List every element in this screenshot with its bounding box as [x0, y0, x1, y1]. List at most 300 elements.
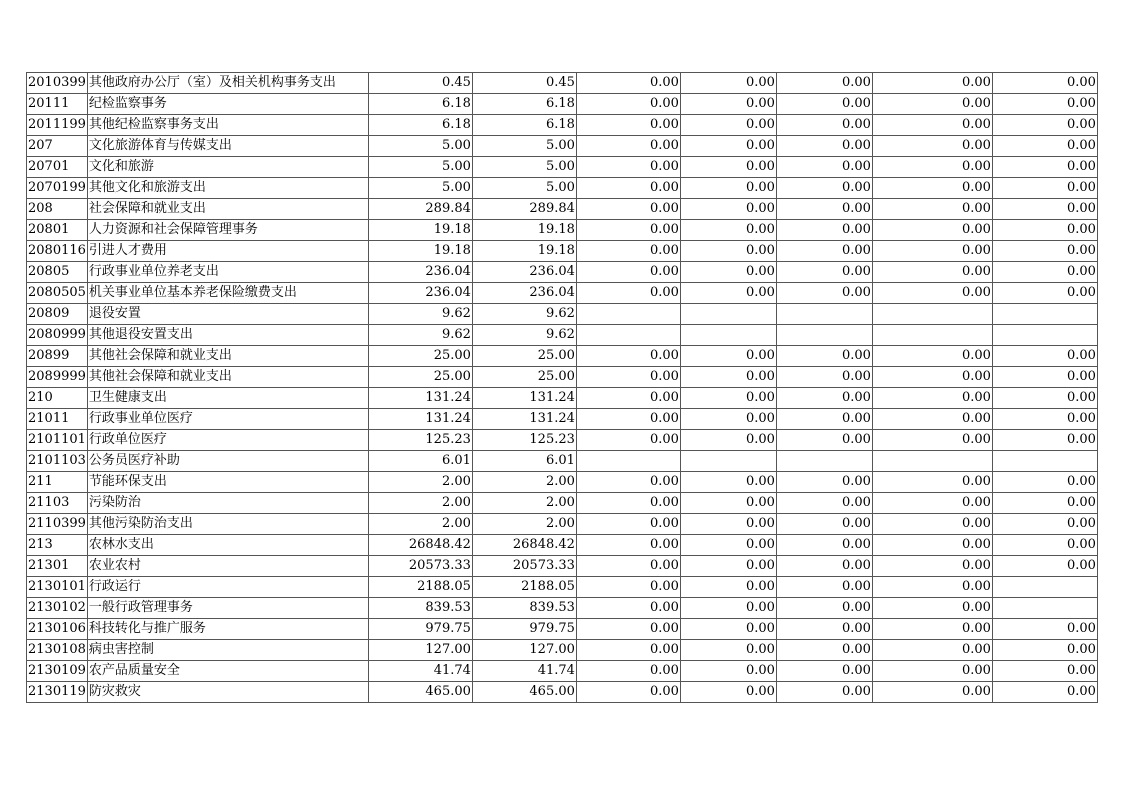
subject-name-cell: 农林水支出 [87, 535, 368, 556]
amount-cell: 2.00 [472, 493, 576, 514]
amount-cell: 6.18 [368, 94, 472, 115]
subject-code-cell: 207 [27, 136, 88, 157]
amount-cell: 0.00 [680, 241, 776, 262]
subject-code-cell: 2130108 [27, 640, 88, 661]
amount-cell: 6.18 [472, 115, 576, 136]
amount-cell: 0.00 [992, 199, 1097, 220]
amount-cell: 0.00 [576, 241, 680, 262]
amount-cell: 0.00 [576, 115, 680, 136]
amount-cell: 0.00 [992, 514, 1097, 535]
table-row [27, 514, 1098, 535]
amount-cell: 0.00 [992, 640, 1097, 661]
table-row [27, 73, 1098, 94]
table-row [27, 178, 1098, 199]
table-row [27, 619, 1098, 640]
amount-cell: 0.00 [680, 115, 776, 136]
table-row [27, 367, 1098, 388]
amount-cell: 5.00 [368, 178, 472, 199]
amount-cell: 25.00 [368, 367, 472, 388]
subject-code-cell: 21011 [27, 409, 88, 430]
table-row [27, 220, 1098, 241]
amount-cell: 20573.33 [368, 556, 472, 577]
amount-cell: 5.00 [472, 157, 576, 178]
subject-code-cell: 210 [27, 388, 88, 409]
amount-cell: 0.00 [680, 493, 776, 514]
amount-cell [872, 304, 992, 325]
amount-cell: 0.00 [776, 241, 872, 262]
amount-cell: 0.00 [776, 388, 872, 409]
amount-cell: 0.00 [872, 346, 992, 367]
amount-cell [776, 304, 872, 325]
subject-name-cell: 其他文化和旅游支出 [87, 178, 368, 199]
subject-code-cell: 2011199 [27, 115, 88, 136]
amount-cell: 0.00 [992, 661, 1097, 682]
subject-name-cell: 一般行政管理事务 [87, 598, 368, 619]
amount-cell: 0.00 [872, 640, 992, 661]
subject-name-cell: 引进人才费用 [87, 241, 368, 262]
subject-code-cell: 208 [27, 199, 88, 220]
subject-name-cell: 污染防治 [87, 493, 368, 514]
table-row [27, 241, 1098, 262]
amount-cell: 0.00 [872, 535, 992, 556]
amount-cell: 0.00 [872, 94, 992, 115]
amount-cell: 0.00 [872, 682, 992, 703]
table-row [27, 535, 1098, 556]
amount-cell: 19.18 [368, 241, 472, 262]
subject-code-cell: 21301 [27, 556, 88, 577]
table-row [27, 682, 1098, 703]
amount-cell: 26848.42 [472, 535, 576, 556]
amount-cell: 0.00 [776, 682, 872, 703]
amount-cell: 5.00 [472, 178, 576, 199]
amount-cell: 0.00 [872, 493, 992, 514]
table-row [27, 346, 1098, 367]
amount-cell [680, 304, 776, 325]
amount-cell: 0.00 [680, 73, 776, 94]
amount-cell: 25.00 [472, 367, 576, 388]
subject-code-cell: 2130102 [27, 598, 88, 619]
subject-name-cell: 行政单位医疗 [87, 430, 368, 451]
amount-cell: 0.00 [872, 661, 992, 682]
amount-cell: 0.00 [872, 619, 992, 640]
amount-cell: 0.00 [872, 367, 992, 388]
amount-cell: 0.00 [872, 199, 992, 220]
subject-code-cell: 2101101 [27, 430, 88, 451]
amount-cell: 0.00 [872, 241, 992, 262]
amount-cell: 0.00 [776, 430, 872, 451]
amount-cell: 0.00 [776, 598, 872, 619]
amount-cell: 25.00 [472, 346, 576, 367]
amount-cell: 465.00 [368, 682, 472, 703]
table-row [27, 157, 1098, 178]
subject-code-cell: 2080116 [27, 241, 88, 262]
amount-cell [992, 304, 1097, 325]
amount-cell: 0.00 [680, 178, 776, 199]
subject-name-cell: 文化和旅游 [87, 157, 368, 178]
amount-cell: 0.00 [776, 556, 872, 577]
amount-cell: 236.04 [472, 283, 576, 304]
amount-cell: 41.74 [472, 661, 576, 682]
subject-code-cell: 21103 [27, 493, 88, 514]
amount-cell: 0.00 [776, 619, 872, 640]
amount-cell: 0.00 [992, 220, 1097, 241]
subject-name-cell: 其他社会保障和就业支出 [87, 346, 368, 367]
amount-cell: 0.00 [776, 640, 872, 661]
amount-cell: 0.00 [872, 220, 992, 241]
amount-cell: 125.23 [368, 430, 472, 451]
subject-name-cell: 公务员医疗补助 [87, 451, 368, 472]
amount-cell: 0.00 [776, 493, 872, 514]
amount-cell: 2188.05 [368, 577, 472, 598]
table-row [27, 325, 1098, 346]
amount-cell: 0.00 [680, 535, 776, 556]
amount-cell: 0.00 [992, 178, 1097, 199]
amount-cell: 236.04 [472, 262, 576, 283]
amount-cell: 2188.05 [472, 577, 576, 598]
amount-cell: 0.00 [992, 472, 1097, 493]
subject-name-cell: 纪检监察事务 [87, 94, 368, 115]
table-row [27, 472, 1098, 493]
amount-cell: 0.00 [992, 388, 1097, 409]
amount-cell: 0.00 [992, 493, 1097, 514]
amount-cell: 0.00 [872, 178, 992, 199]
amount-cell: 19.18 [368, 220, 472, 241]
amount-cell: 9.62 [472, 325, 576, 346]
amount-cell: 131.24 [368, 409, 472, 430]
amount-cell: 0.00 [872, 472, 992, 493]
amount-cell: 0.00 [576, 388, 680, 409]
amount-cell: 0.00 [872, 115, 992, 136]
amount-cell: 0.00 [680, 367, 776, 388]
amount-cell: 0.00 [680, 283, 776, 304]
table-row [27, 661, 1098, 682]
amount-cell: 2.00 [368, 514, 472, 535]
subject-code-cell: 2110399 [27, 514, 88, 535]
amount-cell [992, 577, 1097, 598]
amount-cell: 0.00 [776, 535, 872, 556]
subject-code-cell: 211 [27, 472, 88, 493]
subject-name-cell: 农产品质量安全 [87, 661, 368, 682]
amount-cell: 0.00 [680, 262, 776, 283]
table-row [27, 262, 1098, 283]
subject-name-cell: 行政事业单位医疗 [87, 409, 368, 430]
amount-cell: 0.00 [576, 367, 680, 388]
amount-cell: 5.00 [368, 136, 472, 157]
amount-cell: 0.00 [576, 577, 680, 598]
amount-cell: 0.00 [576, 619, 680, 640]
amount-cell: 236.04 [368, 283, 472, 304]
amount-cell: 0.00 [576, 640, 680, 661]
table-row [27, 115, 1098, 136]
subject-code-cell: 20899 [27, 346, 88, 367]
table-row [27, 94, 1098, 115]
amount-cell: 0.00 [680, 514, 776, 535]
amount-cell: 236.04 [368, 262, 472, 283]
subject-code-cell: 2130119 [27, 682, 88, 703]
table-row [27, 283, 1098, 304]
amount-cell: 0.00 [776, 157, 872, 178]
table-row [27, 199, 1098, 220]
subject-code-cell: 2130101 [27, 577, 88, 598]
amount-cell: 0.45 [368, 73, 472, 94]
amount-cell: 0.00 [992, 115, 1097, 136]
subject-name-cell: 病虫害控制 [87, 640, 368, 661]
amount-cell: 0.00 [992, 682, 1097, 703]
table-row [27, 493, 1098, 514]
amount-cell: 6.18 [472, 94, 576, 115]
subject-code-cell: 2130109 [27, 661, 88, 682]
amount-cell: 0.00 [680, 640, 776, 661]
subject-name-cell: 行政事业单位养老支出 [87, 262, 368, 283]
table-row [27, 451, 1098, 472]
subject-code-cell: 20801 [27, 220, 88, 241]
subject-code-cell: 20701 [27, 157, 88, 178]
amount-cell: 0.00 [992, 619, 1097, 640]
table-row [27, 577, 1098, 598]
subject-name-cell: 节能环保支出 [87, 472, 368, 493]
amount-cell: 0.00 [872, 73, 992, 94]
subject-name-cell: 农业农村 [87, 556, 368, 577]
amount-cell: 2.00 [368, 493, 472, 514]
subject-code-cell: 20805 [27, 262, 88, 283]
subject-name-cell: 退役安置 [87, 304, 368, 325]
table-row [27, 640, 1098, 661]
amount-cell: 0.00 [992, 136, 1097, 157]
amount-cell: 0.00 [992, 262, 1097, 283]
table-row [27, 556, 1098, 577]
subject-code-cell: 2089999 [27, 367, 88, 388]
amount-cell: 839.53 [472, 598, 576, 619]
table-body [27, 73, 1098, 703]
amount-cell: 26848.42 [368, 535, 472, 556]
amount-cell: 0.00 [576, 283, 680, 304]
table-row [27, 430, 1098, 451]
amount-cell [992, 598, 1097, 619]
amount-cell: 0.00 [872, 283, 992, 304]
amount-cell: 979.75 [368, 619, 472, 640]
amount-cell: 0.00 [576, 598, 680, 619]
amount-cell: 0.00 [680, 619, 776, 640]
amount-cell: 0.00 [872, 136, 992, 157]
amount-cell: 9.62 [368, 304, 472, 325]
amount-cell: 0.45 [472, 73, 576, 94]
amount-cell: 6.18 [368, 115, 472, 136]
subject-code-cell: 2080999 [27, 325, 88, 346]
amount-cell: 0.00 [576, 220, 680, 241]
amount-cell: 0.00 [872, 409, 992, 430]
subject-name-cell: 其他纪检监察事务支出 [87, 115, 368, 136]
table-row [27, 598, 1098, 619]
amount-cell: 6.01 [368, 451, 472, 472]
amount-cell: 0.00 [992, 556, 1097, 577]
amount-cell: 0.00 [576, 514, 680, 535]
amount-cell [872, 325, 992, 346]
amount-cell: 9.62 [368, 325, 472, 346]
subject-code-cell: 2010399 [27, 73, 88, 94]
amount-cell: 0.00 [992, 94, 1097, 115]
amount-cell: 0.00 [872, 157, 992, 178]
amount-cell: 0.00 [992, 283, 1097, 304]
amount-cell: 289.84 [472, 199, 576, 220]
amount-cell: 0.00 [872, 556, 992, 577]
subject-code-cell: 213 [27, 535, 88, 556]
table-row [27, 409, 1098, 430]
amount-cell: 0.00 [992, 73, 1097, 94]
amount-cell: 131.24 [472, 388, 576, 409]
amount-cell: 6.01 [472, 451, 576, 472]
amount-cell: 41.74 [368, 661, 472, 682]
amount-cell: 0.00 [680, 556, 776, 577]
amount-cell: 0.00 [680, 157, 776, 178]
subject-name-cell: 科技转化与推广服务 [87, 619, 368, 640]
amount-cell: 2.00 [472, 472, 576, 493]
amount-cell [576, 304, 680, 325]
amount-cell: 0.00 [776, 220, 872, 241]
table-row [27, 136, 1098, 157]
amount-cell: 0.00 [992, 367, 1097, 388]
subject-name-cell: 其他社会保障和就业支出 [87, 367, 368, 388]
table-row [27, 304, 1098, 325]
amount-cell: 0.00 [576, 94, 680, 115]
amount-cell: 0.00 [680, 136, 776, 157]
subject-name-cell: 机关事业单位基本养老保险缴费支出 [87, 283, 368, 304]
subject-name-cell: 人力资源和社会保障管理事务 [87, 220, 368, 241]
amount-cell: 0.00 [776, 94, 872, 115]
amount-cell [992, 325, 1097, 346]
amount-cell: 0.00 [680, 94, 776, 115]
subject-name-cell: 其他污染防治支出 [87, 514, 368, 535]
amount-cell: 0.00 [776, 136, 872, 157]
amount-cell: 0.00 [776, 409, 872, 430]
amount-cell: 0.00 [776, 73, 872, 94]
amount-cell: 0.00 [680, 346, 776, 367]
table-row [27, 388, 1098, 409]
amount-cell: 0.00 [872, 577, 992, 598]
amount-cell [576, 451, 680, 472]
amount-cell: 0.00 [576, 556, 680, 577]
amount-cell: 0.00 [576, 157, 680, 178]
amount-cell [776, 325, 872, 346]
amount-cell: 0.00 [576, 262, 680, 283]
amount-cell [992, 451, 1097, 472]
amount-cell: 0.00 [776, 661, 872, 682]
amount-cell: 127.00 [472, 640, 576, 661]
amount-cell: 2.00 [368, 472, 472, 493]
amount-cell: 0.00 [576, 136, 680, 157]
amount-cell: 0.00 [680, 430, 776, 451]
amount-cell: 0.00 [776, 367, 872, 388]
amount-cell: 125.23 [472, 430, 576, 451]
amount-cell: 0.00 [576, 430, 680, 451]
amount-cell: 25.00 [368, 346, 472, 367]
subject-code-cell: 2070199 [27, 178, 88, 199]
subject-code-cell: 20111 [27, 94, 88, 115]
amount-cell: 0.00 [680, 409, 776, 430]
amount-cell: 0.00 [776, 472, 872, 493]
amount-cell: 0.00 [872, 514, 992, 535]
amount-cell: 131.24 [368, 388, 472, 409]
amount-cell: 0.00 [680, 388, 776, 409]
amount-cell: 0.00 [680, 199, 776, 220]
amount-cell [776, 451, 872, 472]
amount-cell: 2.00 [472, 514, 576, 535]
amount-cell: 0.00 [680, 472, 776, 493]
subject-code-cell: 2130106 [27, 619, 88, 640]
amount-cell: 0.00 [992, 535, 1097, 556]
amount-cell: 0.00 [872, 262, 992, 283]
amount-cell: 0.00 [776, 346, 872, 367]
subject-name-cell: 社会保障和就业支出 [87, 199, 368, 220]
amount-cell [872, 451, 992, 472]
amount-cell: 131.24 [472, 409, 576, 430]
amount-cell: 0.00 [872, 388, 992, 409]
amount-cell: 127.00 [368, 640, 472, 661]
amount-cell: 0.00 [576, 73, 680, 94]
amount-cell: 0.00 [576, 409, 680, 430]
subject-name-cell: 文化旅游体育与传媒支出 [87, 136, 368, 157]
amount-cell: 0.00 [576, 178, 680, 199]
subject-name-cell: 卫生健康支出 [87, 388, 368, 409]
subject-name-cell: 行政运行 [87, 577, 368, 598]
subject-name-cell: 其他退役安置支出 [87, 325, 368, 346]
amount-cell: 0.00 [992, 157, 1097, 178]
amount-cell: 839.53 [368, 598, 472, 619]
amount-cell: 0.00 [872, 430, 992, 451]
amount-cell: 0.00 [576, 682, 680, 703]
amount-cell: 289.84 [368, 199, 472, 220]
amount-cell: 465.00 [472, 682, 576, 703]
subject-code-cell: 2080505 [27, 283, 88, 304]
amount-cell: 979.75 [472, 619, 576, 640]
amount-cell: 0.00 [776, 199, 872, 220]
amount-cell: 0.00 [776, 283, 872, 304]
amount-cell: 0.00 [680, 220, 776, 241]
amount-cell: 0.00 [680, 661, 776, 682]
amount-cell: 0.00 [776, 115, 872, 136]
amount-cell: 0.00 [992, 409, 1097, 430]
subject-code-cell: 20809 [27, 304, 88, 325]
amount-cell: 5.00 [472, 136, 576, 157]
amount-cell: 20573.33 [472, 556, 576, 577]
amount-cell: 0.00 [576, 661, 680, 682]
amount-cell: 19.18 [472, 241, 576, 262]
budget-table [26, 72, 1098, 703]
amount-cell: 9.62 [472, 304, 576, 325]
amount-cell: 0.00 [576, 535, 680, 556]
amount-cell [576, 325, 680, 346]
amount-cell [680, 451, 776, 472]
amount-cell: 0.00 [776, 514, 872, 535]
amount-cell: 19.18 [472, 220, 576, 241]
amount-cell [680, 325, 776, 346]
amount-cell: 0.00 [872, 598, 992, 619]
amount-cell: 0.00 [576, 346, 680, 367]
amount-cell: 0.00 [776, 577, 872, 598]
subject-name-cell: 防灾救灾 [87, 682, 368, 703]
amount-cell: 0.00 [680, 577, 776, 598]
amount-cell: 0.00 [680, 682, 776, 703]
amount-cell: 0.00 [992, 346, 1097, 367]
amount-cell: 0.00 [992, 430, 1097, 451]
amount-cell: 0.00 [680, 598, 776, 619]
amount-cell: 0.00 [576, 472, 680, 493]
amount-cell: 0.00 [576, 199, 680, 220]
subject-code-cell: 2101103 [27, 451, 88, 472]
amount-cell: 0.00 [776, 178, 872, 199]
amount-cell: 0.00 [992, 241, 1097, 262]
amount-cell: 0.00 [776, 262, 872, 283]
subject-name-cell: 其他政府办公厅（室）及相关机构事务支出 [87, 73, 368, 94]
